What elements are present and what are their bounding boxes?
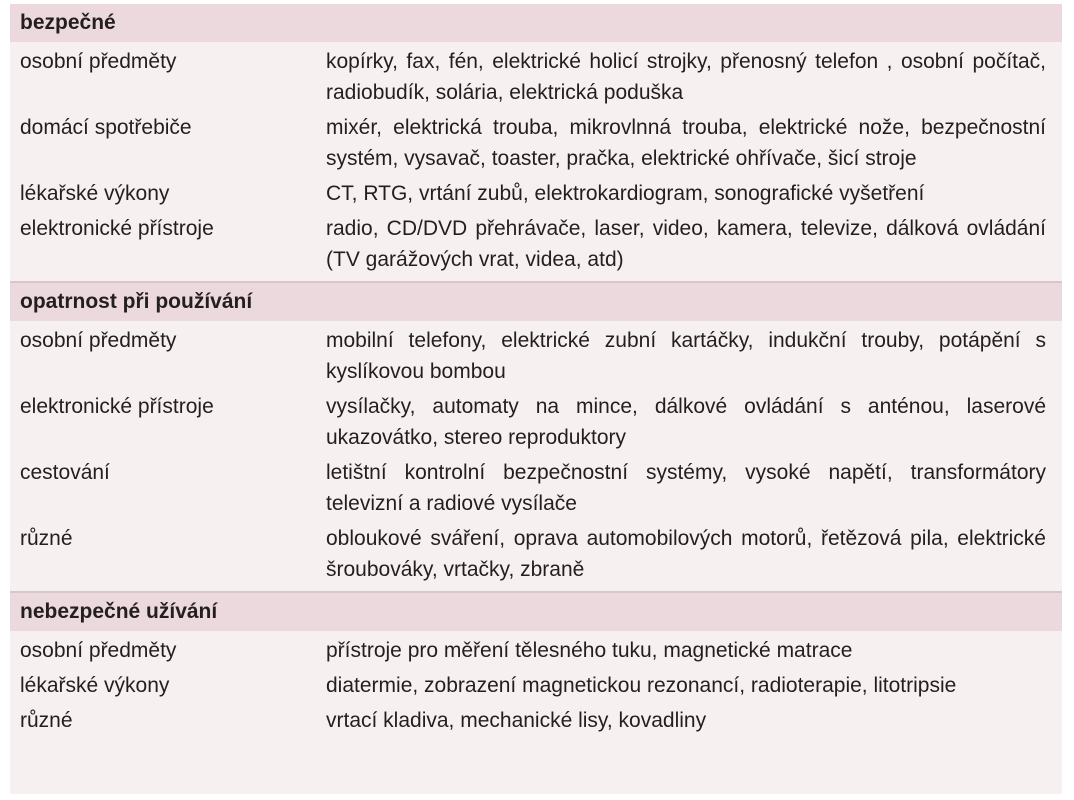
section-header-safe: bezpečné [10, 4, 1062, 42]
row-category: lékařské výkony [20, 182, 170, 205]
row-items: diatermie, zobrazení magnetickou rezonancí, radioterapie, litotripsie [326, 674, 957, 697]
row-category: domácí spotřebiče [20, 116, 192, 139]
table-row [10, 213, 1062, 275]
row-category: osobní předměty [20, 50, 177, 73]
row-items: vrtací kladiva, mechanické lisy, kovadliny [326, 709, 707, 732]
row-category: cestování [20, 461, 110, 484]
table-row [10, 178, 1062, 209]
row-items: letištní kontrolní bezpečnostní systémy, vysoké napětí, transformátory televizní a radiové vysílače [326, 461, 1046, 515]
section-header-caution: opatrnost při používání [10, 283, 1062, 321]
row-items: mixér, elektrická trouba, mikrovlnná trouba, elektrické nože, bezpečnostní systém, vysavač, toaster, pračka, elektrické ohřívače, šicí stroje [326, 116, 1046, 170]
row-items: obloukové sváření, oprava automobilových motorů, řetězová pila, elektrické šroubováky, vrtačky, zbraně [326, 527, 1046, 581]
section-body-caution [10, 321, 1062, 591]
table-row [10, 112, 1062, 174]
row-category: různé [20, 527, 73, 550]
row-items: radio, CD/DVD přehrávače, laser, video, kamera, televize, dálková ovládání (TV garážových vrat, videa, atd) [326, 217, 1046, 271]
appliance-safety-table [10, 4, 1062, 794]
table-row [10, 523, 1062, 585]
section-body-dangerous [10, 631, 1062, 742]
table-row [10, 391, 1062, 453]
row-items: mobilní telefony, elektrické zubní kartáčky, indukční trouby, potápění s kyslíkovou bombou [326, 329, 1046, 383]
row-items: vysílačky, automaty na mince, dálkové ovládání s anténou, laserové ukazovátko, stereo reproduktory [326, 395, 1046, 449]
row-items: CT, RTG, vrtání zubů, elektrokardiogram, sonografické vyšetření [326, 182, 925, 205]
row-items: přístroje pro měření tělesného tuku, magnetické matrace [326, 639, 853, 662]
row-category: různé [20, 709, 73, 732]
section-header-dangerous: nebezpečné užívání [10, 593, 1062, 631]
table-row [10, 46, 1062, 108]
row-category: lékařské výkony [20, 674, 170, 697]
table-row [10, 705, 1062, 736]
section-body-safe [10, 42, 1062, 281]
row-category: elektronické přístroje [20, 395, 214, 418]
row-category: elektronické přístroje [20, 217, 214, 240]
row-items: kopírky, fax, fén, elektrické holicí strojky, přenosný telefon , osobní počítač, radiobudík, solária, elektrická poduška [326, 50, 1046, 104]
table-row [10, 670, 1062, 701]
table-row [10, 635, 1062, 666]
row-category: osobní předměty [20, 329, 177, 352]
table-row [10, 457, 1062, 519]
table-row [10, 325, 1062, 387]
row-category: osobní předměty [20, 639, 177, 662]
